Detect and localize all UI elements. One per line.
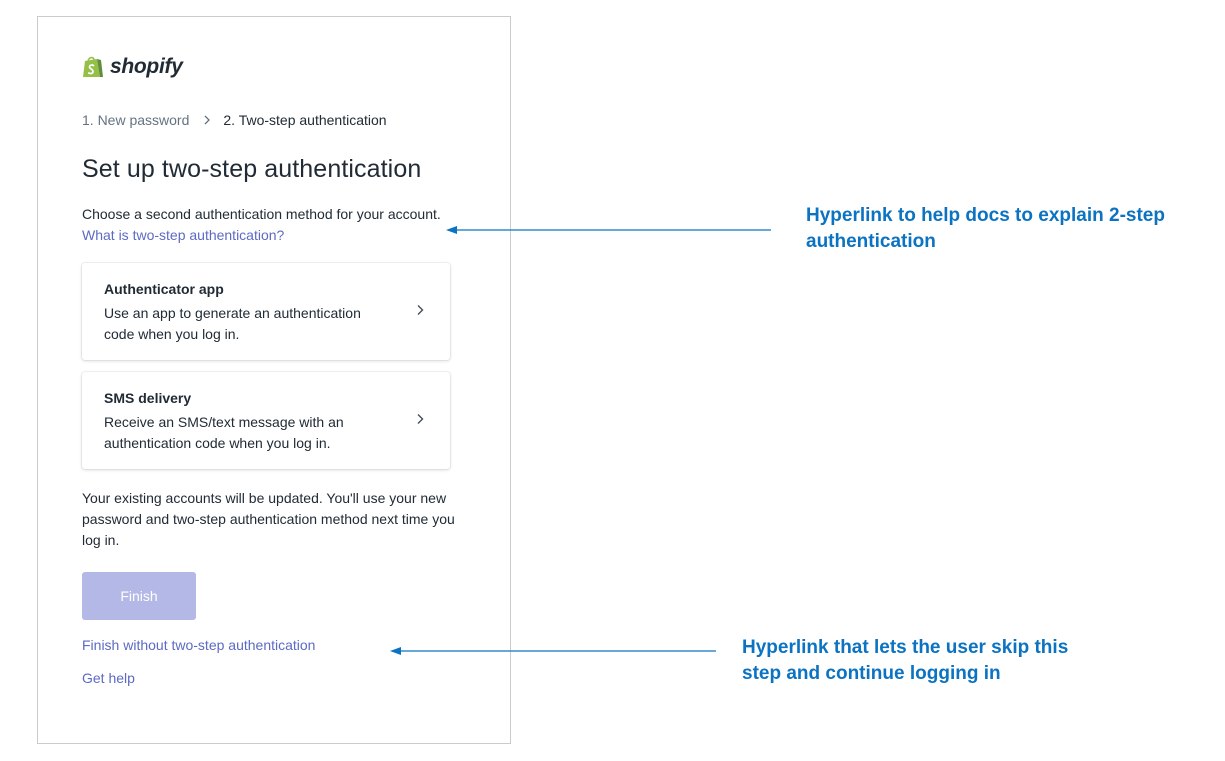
option-description: Receive an SMS/text message with an authentication code when you log in. <box>104 414 344 451</box>
breadcrumb-step-two-step: 2. Two-step authentication <box>223 112 387 128</box>
page-title: Set up two-step authentication <box>82 155 422 183</box>
get-help-link[interactable]: Get help <box>82 670 135 686</box>
finish-without-two-step-link[interactable]: Finish without two-step authentication <box>82 637 316 653</box>
option-description: Use an app to generate an authentication code when you log in. <box>104 305 361 342</box>
what-is-two-step-link[interactable]: What is two-step authentication? <box>82 227 285 243</box>
intro-description: Choose a second authentication method for your account. <box>82 206 441 222</box>
breadcrumb-step-new-password: 1. New password <box>82 112 190 128</box>
finish-button[interactable]: Finish <box>82 572 196 620</box>
option-title: SMS delivery <box>104 390 192 406</box>
account-update-note: Your existing accounts will be updated. You'll use your new password and two-step authentication method next time you log in. <box>82 490 455 548</box>
annotation-help-docs: Hyperlink to help docs to explain 2-step authentication <box>806 205 1165 252</box>
shopify-wordmark: shopify <box>110 55 183 78</box>
annotation-skip-step: Hyperlink that lets the user skip this step and continue logging in <box>742 637 1069 684</box>
option-title: Authenticator app <box>104 281 224 297</box>
